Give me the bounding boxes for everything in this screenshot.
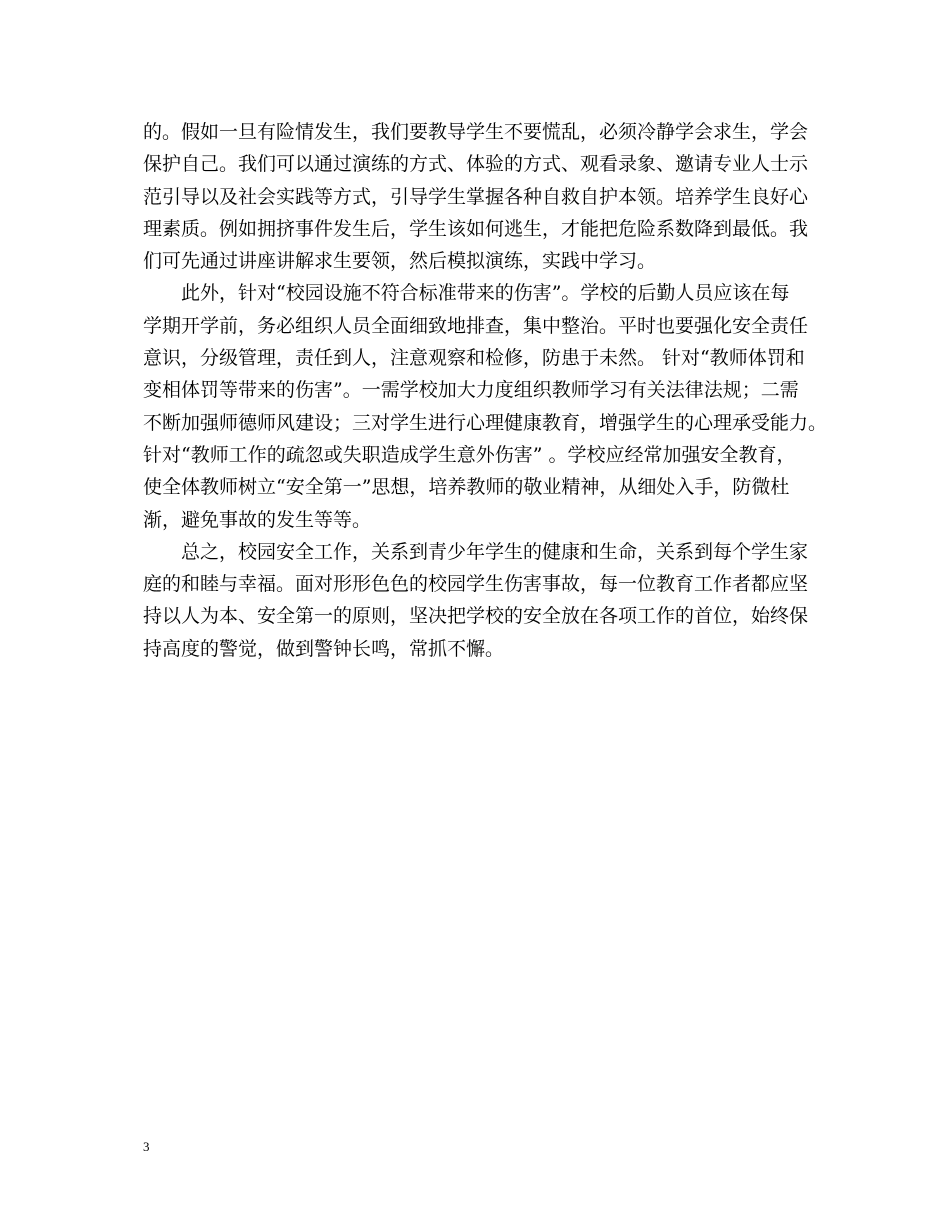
page-number: 3 <box>143 1139 150 1154</box>
text-line: 范引导以及社会实践等方式，引导学生掌握各种自救自护本领。培养学生良好心 <box>143 185 809 208</box>
text-line: 的。假如一旦有险情发生，我们要教导学生不要慌乱，必须冷静学会求生，学会 <box>143 121 809 143</box>
text-line: 不断加强师德师风建设；三对学生进行心理健康教育，增强学生的心理承受能力。 <box>143 411 828 434</box>
text-line: 保护自己。我们可以通过演练的方式、体验的方式、观看录象、邀请专业人士示 <box>143 153 809 176</box>
body-text <box>143 116 828 665</box>
text-line: 理素质。例如拥挤事件发生后，学生该如何逃生，才能把危险系数降到最低。我 <box>143 217 809 240</box>
text-line: 总之，校园安全工作，关系到青少年学生的健康和生命，关系到每个学生家 <box>181 540 809 563</box>
text-line: 庭的和睦与幸福。面对形形色色的校园学生伤害事故，每一位教育工作者都应坚 <box>143 573 809 596</box>
text-line: 持高度的警觉，做到警钟长鸣，常抓不懈。 <box>143 637 505 660</box>
text-line: 们可先通过讲座讲解求生要领，然后模拟演练，实践中学习。 <box>143 250 657 273</box>
paragraph-2 <box>143 277 828 535</box>
text-line: 持以人为本、安全第一的原则，坚决把学校的安全放在各项工作的首位，始终保 <box>143 605 809 628</box>
text-line: 此外，针对“校园设施不符合标准带来的伤害”。学校的后勤人员应该在每 <box>181 282 790 305</box>
text-line: 渐，避免事故的发生等等。 <box>143 508 372 531</box>
paragraph-1 <box>143 116 823 277</box>
text-line: 学期开学前，务必组织人员全面细致地排查，集中整治。平时也要强化安全责任 <box>143 314 809 337</box>
text-line: 使全体教师树立“安全第一”思想，培养教师的敬业精神，从细处入手，防微杜 <box>143 476 790 499</box>
paragraph-3 <box>143 536 823 665</box>
text-line: 变相体罚等带来的伤害”。一需学校加大力度组织教师学习有关法律法规；二需 <box>143 379 799 402</box>
text-line: 意识，分级管理，责任到人，注意观察和检修，防患于未然。 针对“教师体罚和 <box>143 347 805 370</box>
text-line: 针对“教师工作的疏忽或失职造成学生意外伤害” 。学校应经常加强安全教育， <box>143 443 796 466</box>
